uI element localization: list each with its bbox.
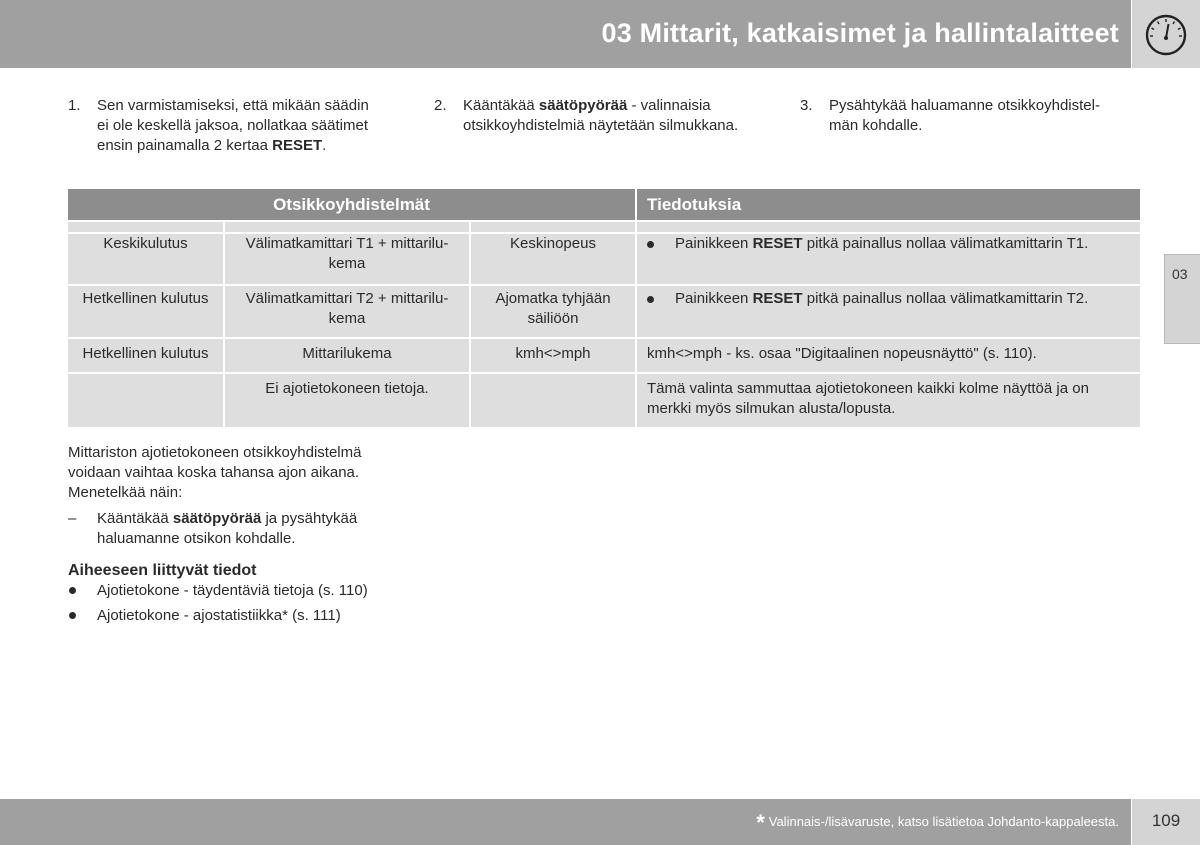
step-text-part: Kääntäkää — [463, 97, 539, 114]
footer-note-text: Valinnais-/lisävaruste, katso lisätietoa Johdanto-kappaleesta. — [768, 814, 1119, 829]
gauge-icon — [1145, 14, 1187, 56]
step-text-part: - valinnaisia — [627, 97, 711, 114]
bullet-icon — [647, 241, 654, 248]
table-cell: Hetkellinen kulutus — [68, 286, 223, 339]
step-number: 3. — [800, 97, 813, 114]
table-cell: Keskinopeus — [471, 234, 635, 286]
paragraph-line: voidaan vaihtaa koska tahansa ajon aikana. — [68, 464, 360, 481]
related-link-text: Ajotietokone - ajostatistiikka* (s. 111) — [97, 607, 341, 624]
table-cell: kmh<>mph — [471, 339, 635, 374]
page-title: 03 Mittarit, katkaisimet ja hallintalaitteet — [601, 18, 1119, 48]
column-header-combinations: Otsikkoyhdistelmät — [68, 189, 635, 222]
header-icon-box — [1132, 0, 1200, 68]
note-line: merkki myös silmukan alusta/lopusta. — [647, 400, 896, 417]
instruction-line — [97, 509, 357, 529]
instruction-text-part: ja pysähtykää — [261, 510, 358, 527]
table-row — [68, 234, 1140, 286]
related-link[interactable] — [68, 606, 368, 631]
body-paragraph — [68, 443, 408, 503]
table-cell — [225, 234, 469, 286]
cell-line: Ajomatka tyhjään — [495, 290, 611, 307]
instruction-text-part: Kääntäkää — [97, 510, 173, 527]
page-number: 109 — [1151, 811, 1181, 830]
instruction-line: haluamanne otsikon kohdalle. — [97, 530, 296, 547]
chapter-tab-label: 03 — [1172, 266, 1188, 282]
table-cell — [68, 374, 223, 429]
note-text: pitkä painallus nollaa välimatkamittarin T2. — [802, 290, 1089, 307]
table-row — [68, 374, 1140, 429]
note-text: Painikkeen — [675, 235, 753, 252]
chapter-tab[interactable] — [1164, 254, 1200, 344]
step-number: 2. — [434, 97, 447, 114]
step-text-part: . — [322, 137, 327, 154]
table-row — [68, 286, 1140, 339]
cell-line: kema — [328, 310, 366, 327]
table-cell-note: kmh<>mph - ks. osaa "Digitaalinen nopeusnäyttö" (s. 110). — [637, 339, 1140, 374]
table-cell: Keskikulutus — [68, 234, 223, 286]
related-list — [68, 581, 368, 631]
note-text: pitkä painallus nollaa välimatkamittarin T1. — [802, 235, 1089, 252]
related-link-text: Ajotietokone - täydentäviä tietoja (s. 110) — [97, 582, 368, 599]
bullet-icon — [69, 612, 76, 619]
table-cell — [471, 374, 635, 429]
reset-label: RESET — [272, 137, 323, 154]
column-header-info: Tiedotuksia — [637, 189, 1140, 222]
spacer-cell — [68, 222, 223, 234]
step-line: män kohdalle. — [829, 117, 923, 134]
thumbwheel-label: säätöpyörää — [172, 510, 262, 527]
table-cell: Hetkellinen kulutus — [68, 339, 223, 374]
step-number: 1. — [68, 97, 81, 114]
note-line: Tämä valinta sammuttaa ajotietokoneen kaikki kolme näyttöä ja on — [647, 380, 1089, 397]
step-text — [829, 96, 1100, 136]
table-cell: Ei ajotietokoneen tietoja. — [225, 374, 469, 429]
thumbwheel-label: säätöpyörää — [538, 97, 628, 114]
paragraph-line: Menetelkää näin: — [68, 484, 183, 501]
cell-line: Välimatkamittari T2 + mittarilu- — [245, 290, 449, 307]
table-cell-note — [637, 234, 1140, 286]
related-heading: Aiheeseen liittyvät tiedot — [68, 562, 257, 579]
header-bar — [0, 0, 1131, 68]
instruction-text — [97, 509, 357, 549]
bullet-icon — [647, 296, 654, 303]
table-spacer-row — [68, 222, 1140, 234]
page-number-box — [1132, 799, 1200, 845]
note-bullet — [647, 234, 1132, 254]
cell-line: kema — [328, 255, 366, 272]
spacer-cell — [471, 222, 635, 234]
step-text-part: ensin painamalla 2 kertaa — [97, 137, 273, 154]
reset-label: RESET — [752, 235, 803, 252]
step-line: Sen varmistamiseksi, että mikään säädin — [97, 97, 369, 114]
dash-marker: – — [68, 510, 77, 527]
table-cell — [471, 286, 635, 339]
step-line — [97, 136, 369, 156]
step-text — [463, 96, 738, 136]
footer-bar — [0, 799, 1131, 845]
reset-label: RESET — [752, 290, 803, 307]
table-cell-note — [637, 374, 1140, 429]
table-cell-note — [637, 286, 1140, 339]
paragraph-line: Mittariston ajotietokoneen otsikkoyhdistelmä — [68, 444, 362, 461]
table-cell — [225, 286, 469, 339]
spacer-cell — [637, 222, 1140, 234]
table-row — [68, 339, 1140, 374]
step-line: ei ole keskellä jaksoa, nollatkaa säätimet — [97, 117, 368, 134]
step-line: otsikkoyhdistelmiä näytetään silmukkana. — [463, 117, 739, 134]
cell-line: säiliöön — [527, 310, 579, 327]
step-text — [97, 96, 369, 156]
step-line: Pysähtykää haluamanne otsikkoyhdistel- — [829, 97, 1100, 114]
note-bullet — [647, 289, 1132, 309]
bullet-icon — [69, 587, 76, 594]
step-line — [463, 96, 738, 116]
table-cell: Mittarilukema — [225, 339, 469, 374]
asterisk-marker: * — [756, 810, 765, 835]
table-header-row — [68, 189, 1140, 222]
header-combinations-table — [66, 189, 1142, 429]
cell-line: Välimatkamittari T1 + mittarilu- — [245, 235, 449, 252]
note-text: Painikkeen — [675, 290, 753, 307]
related-link[interactable] — [68, 581, 368, 606]
footer-note — [756, 812, 1119, 833]
spacer-cell — [225, 222, 469, 234]
